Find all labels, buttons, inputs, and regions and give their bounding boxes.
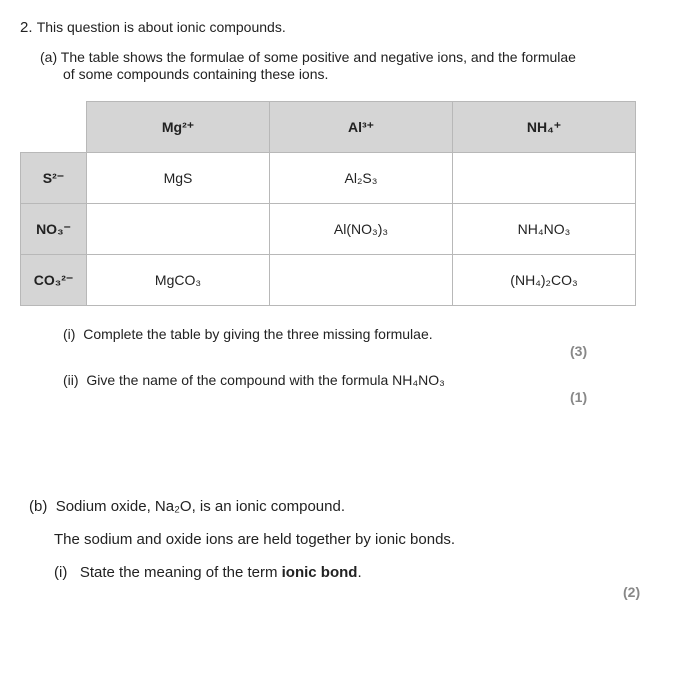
marks: (1)	[570, 389, 588, 405]
part-a-label: (a)	[40, 49, 58, 65]
row-header: NO₃⁻	[21, 204, 87, 255]
table-cell: MgCO₃	[87, 255, 270, 306]
marks: (2)	[623, 584, 641, 600]
row-header: S²⁻	[21, 153, 87, 204]
question-heading	[20, 19, 286, 36]
part-a-i	[63, 326, 433, 342]
part-a-intro-line1: The table shows the formulae of some positive and negative ions, and the formulae	[60, 49, 576, 65]
part-a-intro-line2: of some compounds containing these ions.	[63, 66, 329, 82]
sub-label: (i)	[54, 564, 68, 581]
sub-text-end: .	[357, 564, 362, 581]
table-row	[21, 255, 636, 306]
marks: (3)	[570, 343, 588, 359]
table-row	[21, 153, 636, 204]
sub-text: Complete the table by giving the three missing formulae.	[83, 326, 433, 342]
table-cell-empty[interactable]	[87, 204, 270, 255]
row-header: CO₃²⁻	[21, 255, 87, 306]
part-b-label: (b)	[29, 498, 48, 515]
table-cell: Al₂S₃	[270, 153, 453, 204]
column-header: Al³⁺	[270, 102, 453, 153]
sub-text: Give the name of the compound with the formula NH₄NO₃	[86, 372, 445, 388]
key-term: ionic bond	[281, 564, 358, 581]
column-header: Mg²⁺	[87, 102, 270, 153]
part-a-ii	[63, 372, 445, 388]
sub-label: (ii)	[63, 372, 79, 388]
sub-text: State the meaning of the term	[79, 564, 282, 581]
part-a-intro	[40, 49, 576, 65]
table-row	[21, 204, 636, 255]
corner-cell	[21, 102, 87, 153]
table-cell: NH₄NO₃	[453, 204, 636, 255]
table-cell: MgS	[87, 153, 270, 204]
part-b-line1	[29, 498, 345, 515]
part-b-line2: The sodium and oxide ions are held together by ionic bonds.	[54, 531, 456, 548]
table-header-row	[21, 102, 636, 153]
ions-table	[20, 101, 636, 306]
column-header: NH₄⁺	[453, 102, 636, 153]
table-cell-empty[interactable]	[453, 153, 636, 204]
question-title: This question is about ionic compounds.	[36, 19, 286, 35]
table-cell: (NH₄)₂CO₃	[453, 255, 636, 306]
table-cell-empty[interactable]	[270, 255, 453, 306]
question-number: 2.	[20, 19, 33, 36]
part-b-i	[54, 564, 362, 581]
sub-label: (i)	[63, 326, 76, 342]
part-b-text: Sodium oxide, Na₂O, is an ionic compound.	[55, 498, 345, 515]
table-cell: Al(NO₃)₃	[270, 204, 453, 255]
